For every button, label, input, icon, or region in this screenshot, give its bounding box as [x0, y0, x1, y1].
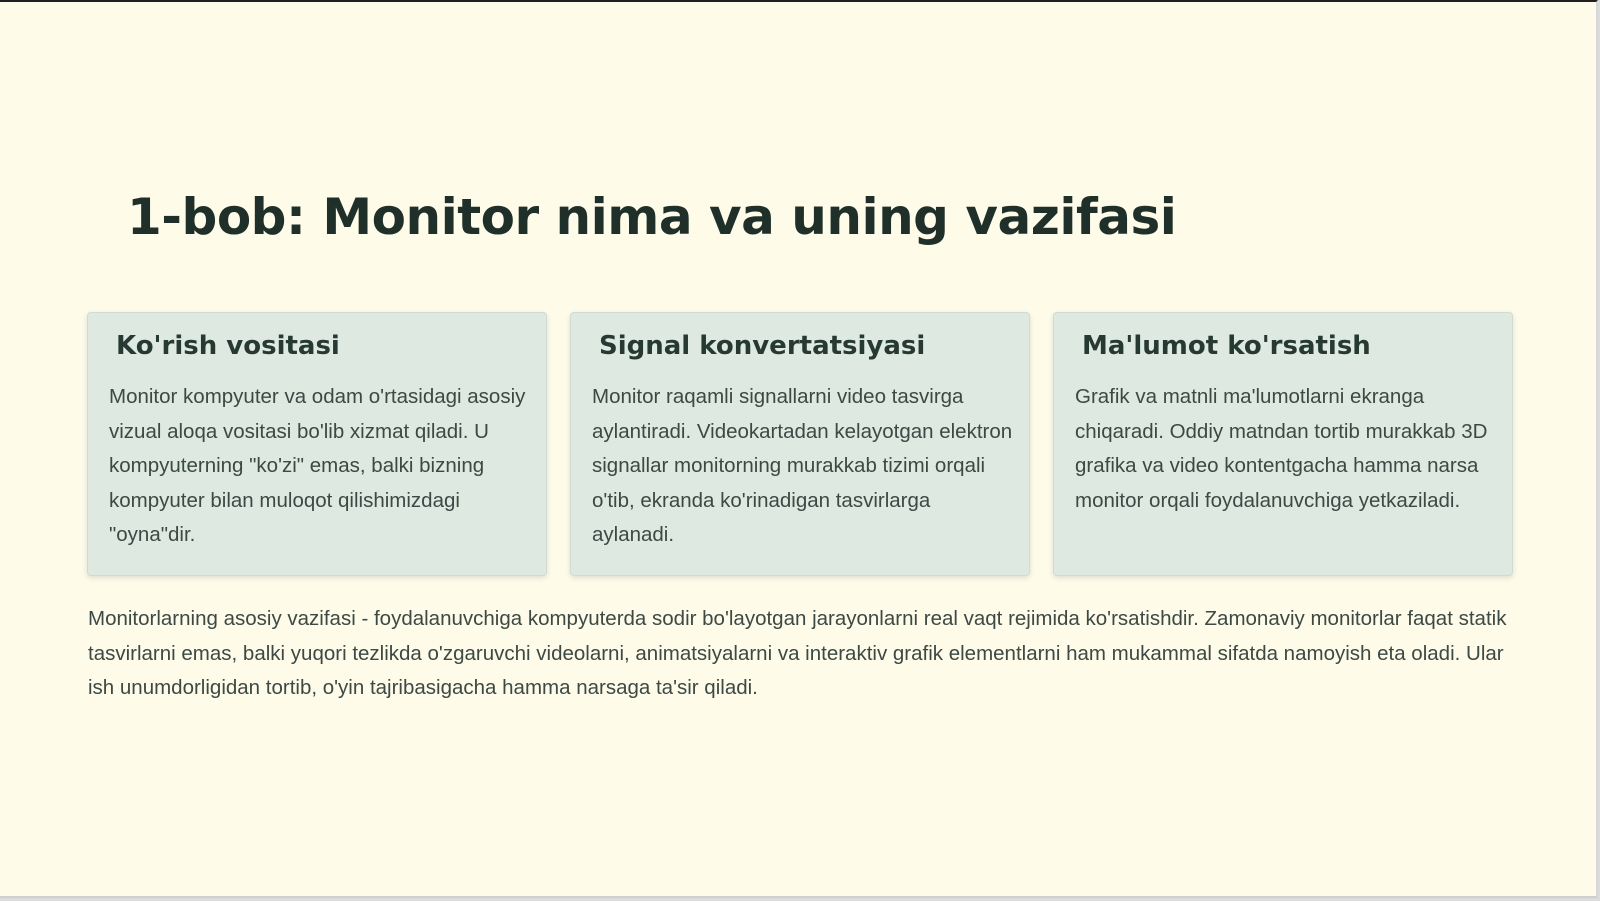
- card-signal-konvertatsiyasi: [570, 312, 1030, 576]
- card-korish-vositasi: [87, 312, 547, 576]
- card-body: Monitor raqamli signallarni video tasvirga aylantiradi. Videokartadan kelayotgan elektron signallar monitorning murakkab tizimi orqali o'tib, ekranda ko'rinadigan tasvirlarga aylanadi.: [592, 385, 1013, 546]
- card-body: Grafik va matnli ma'lumotlarni ekranga chiqaradi. Oddiy matndan tortib murakkab 3D grafika va video kontentgacha hamma narsa monitor orqali foydalanuvchiga yetkaziladi.: [1075, 385, 1488, 512]
- card-heading: Ko'rish vositasi: [116, 331, 340, 361]
- card-body: Monitor kompyuter va odam o'rtasidagi asosiy vizual aloqa vositasi bo'lib xizmat qiladi. U kompyuterning "ko'zi" emas, balki bizning kompyuter bilan muloqot qilishimizdagi "oyna"dir.: [109, 385, 526, 546]
- card-malumot-korsatish: [1053, 312, 1513, 576]
- summary-paragraph: Monitorlarning asosiy vazifasi - foydalanuvchiga kompyuterda sodir bo'layotgan jarayonlarni real vaqt rejimida ko'rsatishdir. Zamonaviy monitorlar faqat statik tasvirlarni emas, balki yuqori tezlikda o'zgaruvchi videolarni, animatsiyalarni va interaktiv grafik elementlarni ham mukammal sifatda namoyish eta oladi. Ular ish unumdorligidan tortib, o'yin tajribasigacha hamma narsaga ta'sir qiladi.: [88, 607, 1507, 699]
- card-heading: Signal konvertatsiyasi: [599, 331, 926, 361]
- slide-title: 1-bob: Monitor nima va uning vazifasi: [127, 188, 1177, 246]
- card-heading: Ma'lumot ko'rsatish: [1082, 331, 1371, 361]
